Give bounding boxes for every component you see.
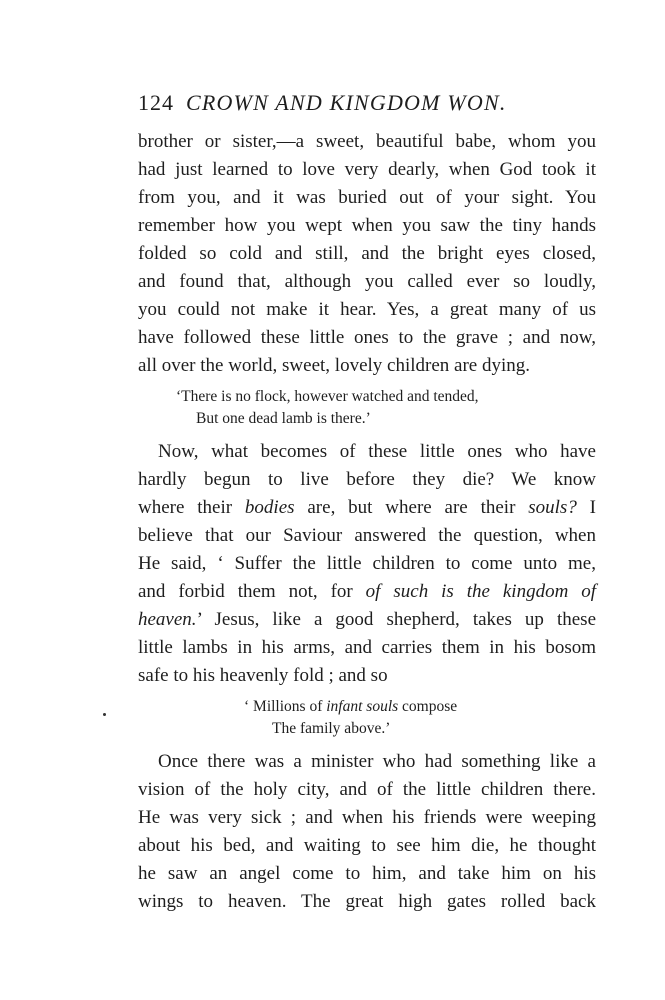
text-line: have followed these little ones to the grave ; and now, [138, 327, 596, 348]
text-line: wings to heaven. The great high gates rolled back [138, 891, 596, 912]
book-page [138, 90, 596, 916]
running-head: CROWN AND KINGDOM WON. [186, 90, 507, 115]
verse-line: The family above.’ [272, 720, 391, 737]
verse-quote-1 [138, 386, 596, 430]
text-segment: compose [398, 698, 458, 715]
text-line: Now, what becomes of these little ones who have [158, 441, 596, 462]
text-segment: are, but where are their [294, 497, 529, 518]
text-segment: ‘ Millions of [244, 698, 327, 715]
text-segment: ’ Jesus, like a good shepherd, takes up these [196, 609, 596, 630]
paragraph-1 [138, 128, 596, 380]
paragraph-2 [138, 438, 596, 690]
verse-line: ‘There is no flock, however watched and tended, [176, 388, 479, 405]
text-line: had just learned to love very dearly, when God took it [138, 159, 596, 180]
text-segment: where their [138, 497, 245, 518]
page-header [138, 90, 596, 124]
text-line: you could not make it hear. Yes, a great many of us [138, 299, 596, 320]
text-line [138, 578, 596, 606]
text-line [138, 494, 596, 522]
italic-text: souls? [528, 497, 577, 518]
text-line [138, 606, 596, 634]
text-line: about his bed, and waiting to see him die, he thought [138, 835, 596, 856]
verse-line [138, 696, 596, 718]
text-line: remember how you wept when you saw the tiny hands [138, 215, 596, 236]
italic-text: bodies [244, 497, 295, 518]
verse-quote-2 [138, 696, 596, 740]
text-line: He was very sick ; and when his friends were weeping [138, 807, 596, 828]
verse-line: But one dead lamb is there.’ [196, 410, 371, 427]
text-segment: I [576, 497, 596, 518]
text-line: hardly begun to live before they die? We know [138, 469, 596, 490]
text-line: he saw an angel come to him, and take him on his [138, 863, 596, 884]
text-line: and found that, although you called ever so loudly, [138, 271, 596, 292]
page-number: 124 [138, 90, 174, 115]
ink-speck [103, 713, 106, 716]
text-line: all over the world, sweet, lovely children are dying. [138, 355, 531, 376]
text-line: from you, and it was buried out of your sight. You [138, 187, 596, 208]
italic-text: heaven. [138, 609, 197, 630]
text-line: He said, ‘ Suffer the little children to come unto me, [138, 553, 596, 574]
text-line: folded so cold and still, and the bright eyes closed, [138, 243, 596, 264]
text-line: Once there was a minister who had something like a [158, 751, 596, 772]
text-line: vision of the holy city, and of the little children there. [138, 779, 596, 800]
text-line: little lambs in his arms, and carries them in his bosom [138, 637, 596, 658]
paragraph-3 [138, 748, 596, 916]
text-segment: and forbid them not, for [138, 581, 366, 602]
text-line: brother or sister,—a sweet, beautiful babe, whom you [138, 131, 596, 152]
text-line: safe to his heavenly fold ; and so [138, 665, 388, 686]
italic-text: infant souls [326, 698, 399, 715]
text-line: believe that our Saviour answered the question, when [138, 525, 596, 546]
italic-text: of such is the kingdom of [365, 581, 596, 602]
